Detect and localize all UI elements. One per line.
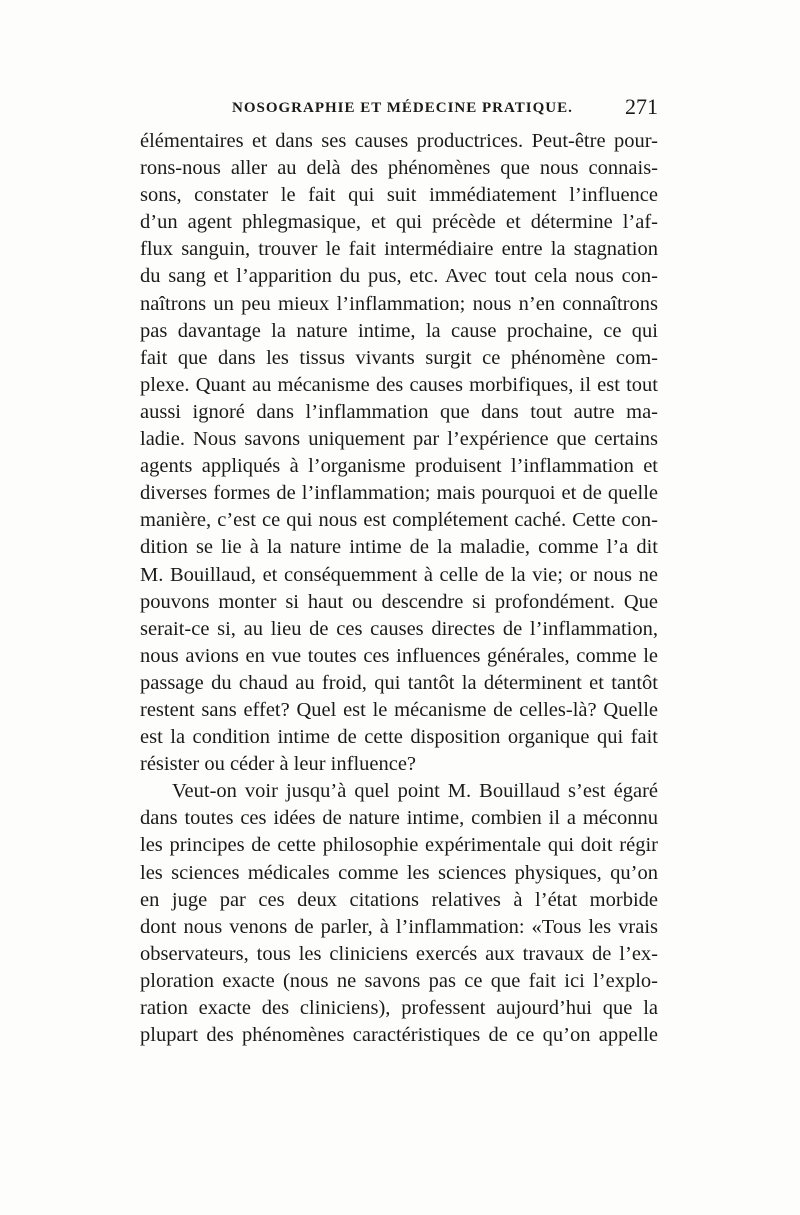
text-line: serait-ce si, au lieu de ces causes directes de l’inflammation, bbox=[140, 617, 658, 640]
text-line: agents appliqués à l’organisme produisent l’inflammation et bbox=[140, 455, 658, 478]
text-line: est la condition intime de cette disposition organique qui fait bbox=[140, 726, 658, 749]
text-line: flux sanguin, trouver le fait intermédiaire entre la stagnation bbox=[140, 238, 658, 261]
paragraph-2 bbox=[140, 778, 658, 1049]
text-line: aussi ignoré dans l’inflammation que dans tout autre ma- bbox=[140, 400, 658, 423]
text-line: restent sans effet? Quel est le mécanisme de celles-là? Quelle bbox=[140, 698, 658, 721]
text-line: Veut-on voir jusqu’à quel point M. Bouillaud s’est égaré bbox=[172, 780, 658, 803]
text-line: diverses formes de l’inflammation; mais pourquoi et de quelle bbox=[140, 482, 658, 505]
text-line: pouvons monter si haut ou descendre si profondément. Que bbox=[140, 590, 658, 613]
paragraph-1 bbox=[140, 128, 658, 778]
text-line: les principes de cette philosophie expérimentale qui doit régir bbox=[140, 834, 658, 857]
text-line: élémentaires et dans ses causes productrices. Peut-être pour- bbox=[140, 130, 658, 152]
text-line: naîtrons un peu mieux l’inflammation; nous n’en connaîtrons bbox=[140, 292, 658, 315]
text-line: plexe. Quant au mécanisme des causes morbifiques, il est tout bbox=[140, 373, 658, 396]
text-line: dans toutes ces idées de nature intime, combien il a méconnu bbox=[140, 807, 658, 830]
page-header bbox=[140, 94, 658, 122]
text-line: ploration exacte (nous ne savons pas ce que fait ici l’explo- bbox=[140, 969, 658, 992]
body-text bbox=[140, 128, 658, 1049]
text-line: pas davantage la nature intime, la cause prochaine, ce qui bbox=[140, 319, 658, 342]
text-line: résister ou céder à leur influence? bbox=[140, 753, 417, 776]
text-line: passage du chaud au froid, qui tantôt la déterminent et tantôt bbox=[140, 671, 658, 694]
text-line: nous avions en vue toutes ces influences générales, comme le bbox=[140, 644, 658, 667]
text-line: dition se lie à la nature intime de la maladie, comme l’a dit bbox=[140, 536, 658, 559]
text-line: du sang et l’apparition du pus, etc. Avec tout cela nous con- bbox=[140, 265, 658, 288]
text-line: sons, constater le fait qui suit immédiatement l’influence bbox=[140, 184, 658, 207]
text-line: observateurs, tous les cliniciens exercés aux travaux de l’ex- bbox=[140, 942, 658, 965]
text-line: fait que dans les tissus vivants surgit ce phénomène com- bbox=[140, 346, 658, 369]
text-line: rons-nous aller au delà des phénomènes que nous connais- bbox=[140, 157, 658, 180]
text-line: M. Bouillaud, et conséquemment à celle de la vie; or nous ne bbox=[140, 563, 658, 586]
text-line: ration exacte des cliniciens), professent aujourd’hui que la bbox=[140, 997, 658, 1019]
text-line: manière, c’est ce qui nous est complétement caché. Cette con- bbox=[140, 509, 658, 532]
text-line: les sciences médicales comme les sciences physiques, qu’on bbox=[140, 861, 658, 884]
page-number: 271 bbox=[625, 94, 658, 119]
running-title: NOSOGRAPHIE ET MÉDECINE PRATIQUE. bbox=[232, 100, 573, 116]
text-line: en juge par ces deux citations relatives à l’état morbide bbox=[140, 888, 658, 911]
text-line: ladie. Nous savons uniquement par l’expérience que certains bbox=[140, 428, 658, 451]
text-line: dont nous venons de parler, à l’inflammation: «Tous les vrais bbox=[140, 915, 658, 938]
text-line: plupart des phénomènes caractéristiques de ce qu’on appelle bbox=[140, 1024, 658, 1047]
text-line: d’un agent phlegmasique, et qui précède et détermine l’af- bbox=[140, 211, 658, 234]
